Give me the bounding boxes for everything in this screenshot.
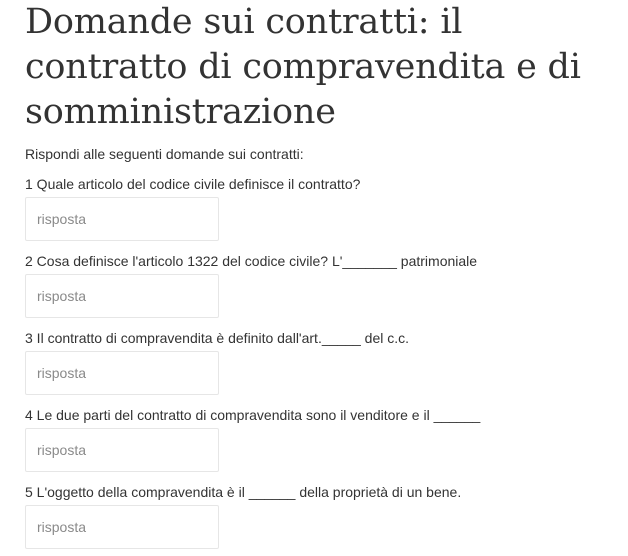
question-2 [25, 251, 625, 318]
question-1-label: 1 Quale articolo del codice civile definisce il contratto? [25, 176, 361, 192]
answer-2-input[interactable] [25, 274, 219, 318]
question-4 [25, 405, 625, 472]
answer-1-input[interactable] [25, 197, 219, 241]
question-4-label: 4 Le due parti del contratto di compravendita sono il venditore e il ______ [25, 407, 481, 423]
question-3 [25, 328, 625, 395]
answer-4-input[interactable] [25, 428, 219, 472]
intro-text: Rispondi alle seguenti domande sui contratti: [25, 146, 304, 162]
quiz-page [25, 0, 625, 549]
page-title: Domande sui contratti: il contratto di compravendita e di somministrazione [25, 2, 581, 132]
question-3-label: 3 Il contratto di compravendita è definito dall'art._____ del c.c. [25, 330, 410, 346]
answer-5-input[interactable] [25, 505, 219, 549]
question-1 [25, 174, 625, 241]
question-5 [25, 482, 625, 549]
answer-3-input[interactable] [25, 351, 219, 395]
question-2-label: 2 Cosa definisce l'articolo 1322 del codice civile? L'_______ patrimoniale [25, 253, 478, 269]
question-5-label: 5 L'oggetto della compravendita è il ______ della proprietà di un bene. [25, 484, 462, 500]
